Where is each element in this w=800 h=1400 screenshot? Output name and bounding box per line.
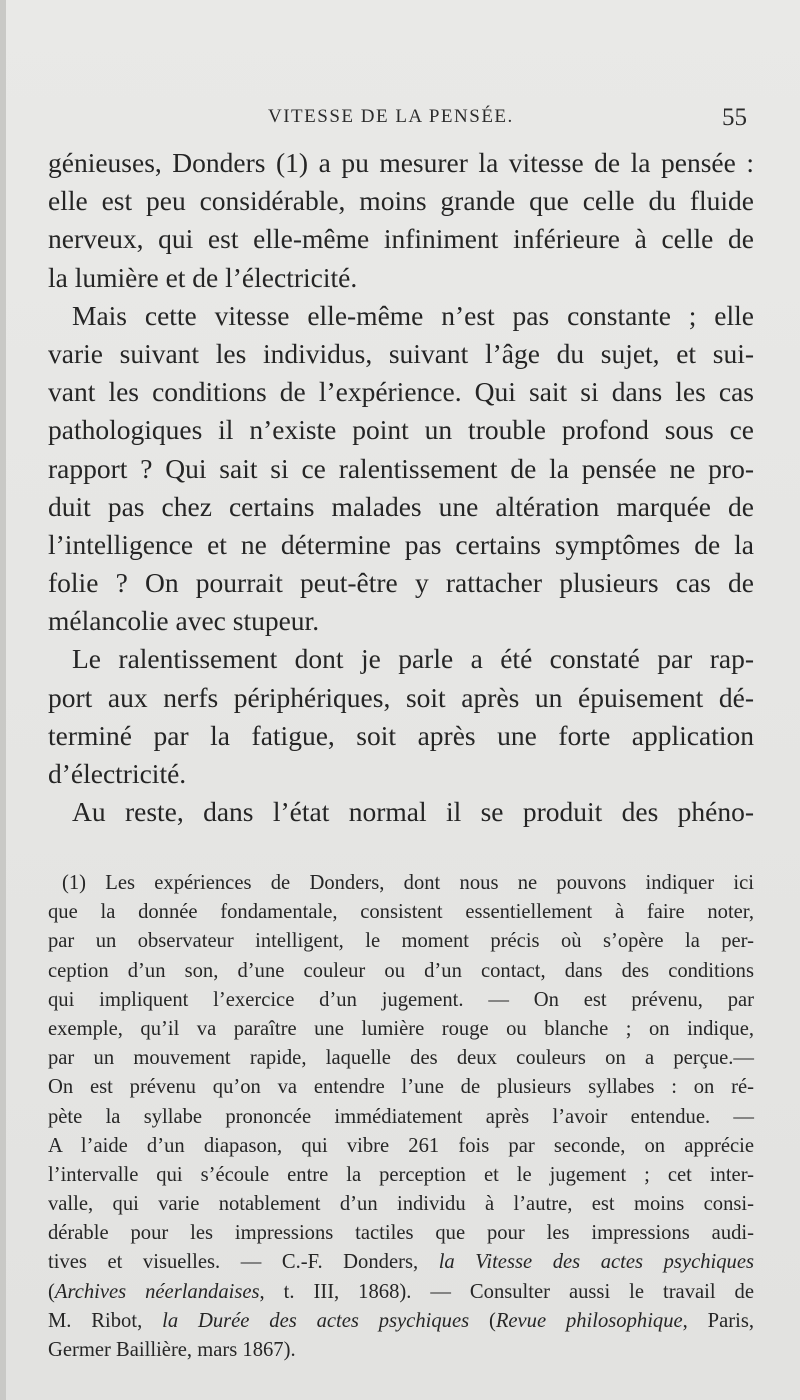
footnote-line — [48, 1307, 754, 1336]
footnote-text: tives et visuelles. — C.-F. Donders, — [48, 1251, 419, 1274]
footnote-line — [48, 1278, 754, 1307]
footnote-text: M. Ribot, — [48, 1309, 143, 1332]
body-line: pathologiques il n’existe point un trouble profond sous ce — [48, 414, 754, 446]
footnote-line: pète la syllabe prononcée immédiatement après l’avoir entendue. — — [48, 1105, 754, 1128]
footnote-text: ( — [48, 1280, 55, 1303]
body-line: rapport ? Qui sait si ce ralentissement de la pensée ne pro- — [48, 452, 754, 484]
footnote-text: , Paris, — [682, 1309, 754, 1332]
body-line: varie suivant les individus, suivant l’âge du sujet, et sui- — [48, 337, 754, 369]
footnote-line: dérable pour les impressions tactiles que pour les impressions audi- — [48, 1222, 754, 1245]
body-line: Au reste, dans l’état normal il se produit des phéno- — [72, 796, 754, 828]
footnote-italic-journal: Revue philosophique — [495, 1309, 683, 1332]
footnote-line: ception d’un son, d’une couleur ou d’un contact, dans des conditions — [48, 959, 754, 982]
body-line: nerveux, qui est elle-même infiniment inférieure à celle de — [48, 223, 754, 255]
footnote-line: qui impliquent l’exercice d’un jugement. — On est prévenu, par — [48, 988, 754, 1011]
footnote-italic-title: la Durée des actes psychiques — [162, 1309, 470, 1332]
body-line: port aux nerfs périphériques, soit après un épuisement dé- — [48, 681, 754, 713]
footnote-line: par un mouvement rapide, laquelle des deux couleurs on a perçue.— — [48, 1047, 754, 1070]
body-line: mélancolie avec stupeur. — [48, 605, 320, 637]
body-line: l’intelligence et ne détermine pas certains symptômes de la — [48, 528, 754, 560]
footnote-line: On est prévenu qu’on va entendre l’une de plusieurs syllabes : on ré- — [48, 1076, 754, 1099]
footnote-line: exemple, qu’il va paraître une lumière rouge ou blanche ; on indique, — [48, 1017, 754, 1040]
footnote-italic-title: la Vitesse des actes psychiques — [438, 1251, 754, 1274]
body-line: Le ralentissement dont je parle a été constaté par rap- — [72, 643, 754, 675]
body-line: duit pas chez certains malades une altération marquée de — [48, 490, 754, 522]
footnote — [48, 869, 754, 1365]
body-line: vant les conditions de l’expérience. Qui sait si dans les cas — [48, 376, 754, 408]
page-number: 55 — [722, 104, 747, 131]
footnote-line: par un observateur intelligent, le moment précis où s’opère la per- — [48, 930, 754, 953]
footnote-text: , t. III, 1868). — Consulter aussi le travail de — [259, 1280, 754, 1303]
footnote-line: A l’aide d’un diapason, qui vibre 261 fois par seconde, on apprécie — [48, 1134, 754, 1157]
page-edge — [0, 0, 6, 1400]
body-text — [48, 144, 754, 831]
body-line: folie ? On pourrait peut-être y rattacher plusieurs cas de — [48, 567, 754, 599]
body-line: la lumière et de l’électricité. — [48, 261, 358, 293]
footnote-line: Germer Baillière, mars 1867). — [48, 1339, 296, 1361]
footnote-line — [48, 1248, 754, 1277]
body-line: d’électricité. — [48, 758, 187, 789]
running-head — [0, 104, 800, 134]
footnote-line: (1) Les expériences de Donders, dont nous ne pouvons indiquer ici — [62, 872, 754, 894]
footnote-italic-journal: Archives néerlandaises — [54, 1280, 260, 1303]
footnote-line: que la donnée fondamentale, consistent essentiellement à faire noter, — [48, 901, 754, 924]
footnote-line: l’intervalle qui s’écoule entre la perception et le jugement ; cet inter- — [48, 1163, 754, 1186]
body-line: elle est peu considérable, moins grande que celle du fluide — [48, 185, 754, 217]
running-head-title: VITESSE DE LA PENSÉE. — [268, 106, 514, 127]
body-line: terminé par la fatigue, soit après une forte application — [48, 719, 754, 751]
footnote-text: ( — [488, 1309, 496, 1332]
body-line: génieuses, Donders (1) a pu mesurer la vitesse de la pensée : — [48, 147, 754, 178]
footnote-line: valle, qui varie notablement d’un individu à l’autre, est moins consi- — [48, 1193, 754, 1216]
body-line: Mais cette vitesse elle-même n’est pas constante ; elle — [72, 299, 754, 331]
